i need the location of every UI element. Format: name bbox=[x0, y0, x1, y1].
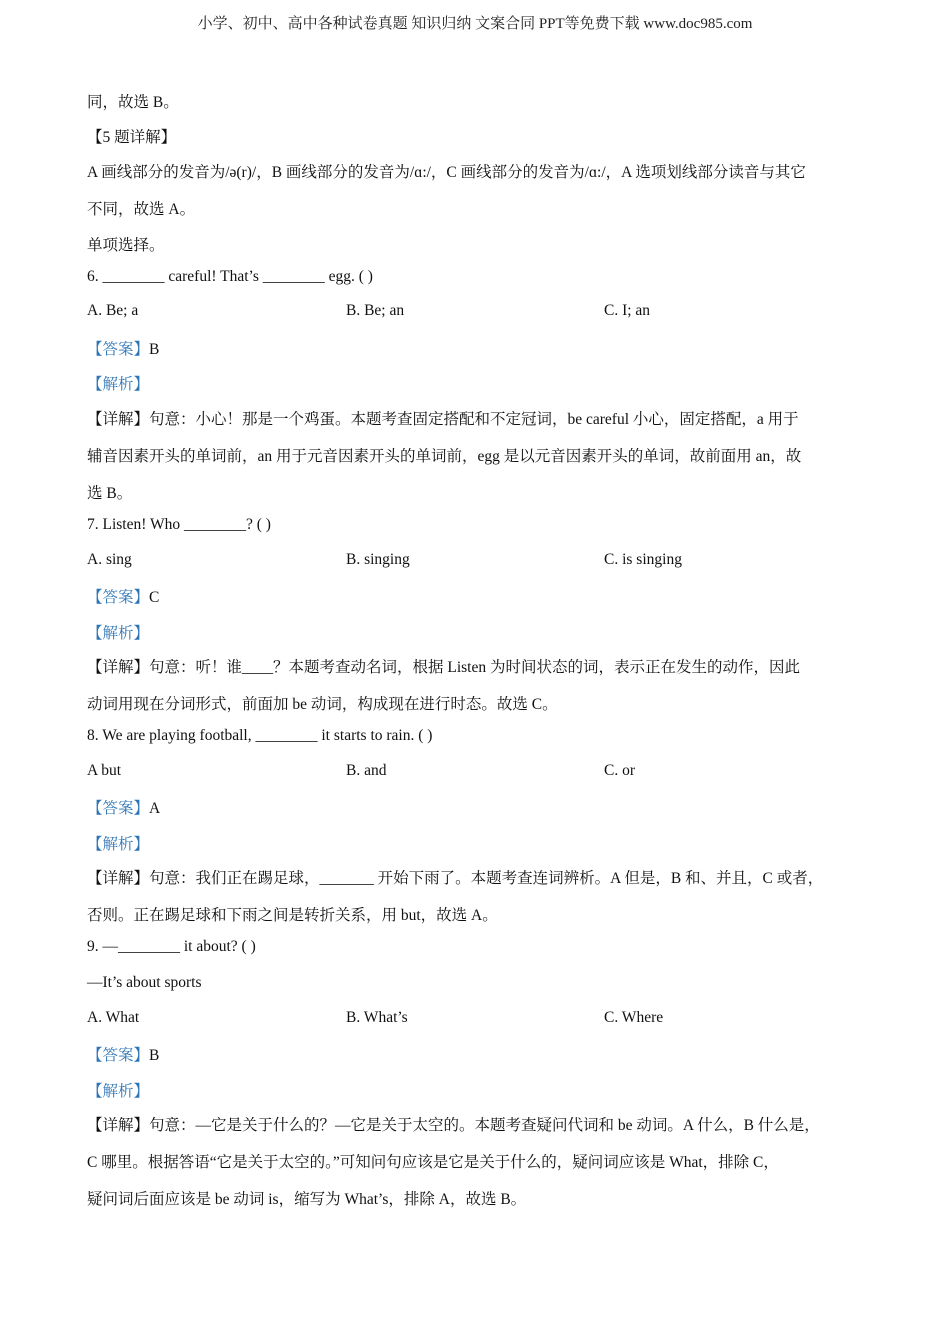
answer-line bbox=[87, 337, 159, 359]
detail-line: C 哪里。根据答语“它是关于太空的。”可知问句应该是它是关于什么的，疑问词应该是 What，排除 C， bbox=[87, 1154, 779, 1171]
detail-line: 【详解】句意：我们正在踢足球，_______ 开始下雨了。本题考查连词辨析。A 但是，B 和、并且，C 或者， bbox=[87, 870, 824, 887]
detail-line: 否则。正在踢足球和下雨之间是转折关系，用 but，故选 A。 bbox=[87, 907, 498, 924]
detail-line: 选 B。 bbox=[87, 485, 133, 502]
option-c: C. or bbox=[604, 762, 635, 779]
detail-line: 【详解】句意：听！谁____？本题考查动名词，根据 Listen 为时间状态的词，表示正在发生的动作，因此 bbox=[87, 659, 800, 676]
option-a: A. What bbox=[87, 1009, 140, 1026]
question-stem: 7. Listen! Who ________? ( ) bbox=[87, 516, 271, 533]
option-b: B. Be; an bbox=[346, 302, 405, 319]
text-line: 同，故选 B。 bbox=[87, 94, 179, 111]
option-a: A. Be; a bbox=[87, 302, 139, 319]
option-b: B. singing bbox=[346, 551, 410, 568]
section-heading: 单项选择。 bbox=[87, 237, 165, 254]
analysis-label: 【解析】 bbox=[87, 836, 150, 853]
answer-value: B bbox=[149, 341, 160, 358]
text-line: 不同，故选 A。 bbox=[87, 201, 196, 218]
answer-value: B bbox=[149, 1047, 160, 1064]
option-b: B. and bbox=[346, 762, 387, 779]
section-heading: 【5 题详解】 bbox=[87, 129, 177, 146]
answer-value: C bbox=[149, 589, 160, 606]
answer-label: 【答案】 bbox=[87, 800, 150, 817]
analysis-label: 【解析】 bbox=[87, 625, 150, 642]
question-stem: 6. ________ careful! That’s ________ egg. ( ) bbox=[87, 268, 373, 285]
answer-line bbox=[87, 796, 160, 818]
answer-value: A bbox=[149, 800, 161, 817]
answer-label: 【答案】 bbox=[87, 589, 150, 606]
option-b: B. What’s bbox=[346, 1009, 408, 1026]
detail-line: 【详解】句意：小心！那是一个鸡蛋。本题考查固定搭配和不定冠词，be careful 小心，固定搭配，a 用于 bbox=[87, 411, 799, 428]
detail-line: 疑问词后面应该是 be 动词 is，缩写为 What’s，排除 A，故选 B。 bbox=[87, 1191, 527, 1208]
analysis-label: 【解析】 bbox=[87, 1083, 150, 1100]
question-stem: 9. —________ it about? ( ) bbox=[87, 938, 256, 955]
answer-label: 【答案】 bbox=[87, 1047, 150, 1064]
answer-line bbox=[87, 1043, 159, 1065]
option-c: C. Where bbox=[604, 1009, 664, 1026]
option-c: C. I; an bbox=[604, 302, 651, 319]
question-reply: —It’s about sports bbox=[87, 974, 202, 991]
option-a: A but bbox=[87, 762, 122, 779]
option-c: C. is singing bbox=[604, 551, 682, 568]
page-header: 小学、初中、高中各种试卷真题 知识归纳 文案合同 PPT等免费下载 www.doc985.com bbox=[197, 16, 753, 32]
detail-line: 【详解】句意：—它是关于什么的？—它是关于太空的。本题考查疑问代词和 be 动词。A 什么，B 什么是， bbox=[87, 1117, 820, 1134]
answer-label: 【答案】 bbox=[87, 341, 150, 358]
text-line: A 画线部分的发音为/ə(r)/，B 画线部分的发音为/ɑ:/，C 画线部分的发音为/ɑ:/，A 选项划线部分读音与其它 bbox=[87, 164, 806, 181]
answer-line bbox=[87, 585, 159, 607]
detail-line: 辅音因素开头的单词前，an 用于元音因素开头的单词前，egg 是以元音因素开头的单词，故前面用 an，故 bbox=[87, 448, 802, 465]
option-a: A. sing bbox=[87, 551, 132, 568]
analysis-label: 【解析】 bbox=[87, 376, 150, 393]
question-stem: 8. We are playing football, ________ it starts to rain. ( ) bbox=[87, 727, 433, 744]
detail-line: 动词用现在分词形式，前面加 be 动词，构成现在进行时态。故选 C。 bbox=[87, 696, 558, 713]
